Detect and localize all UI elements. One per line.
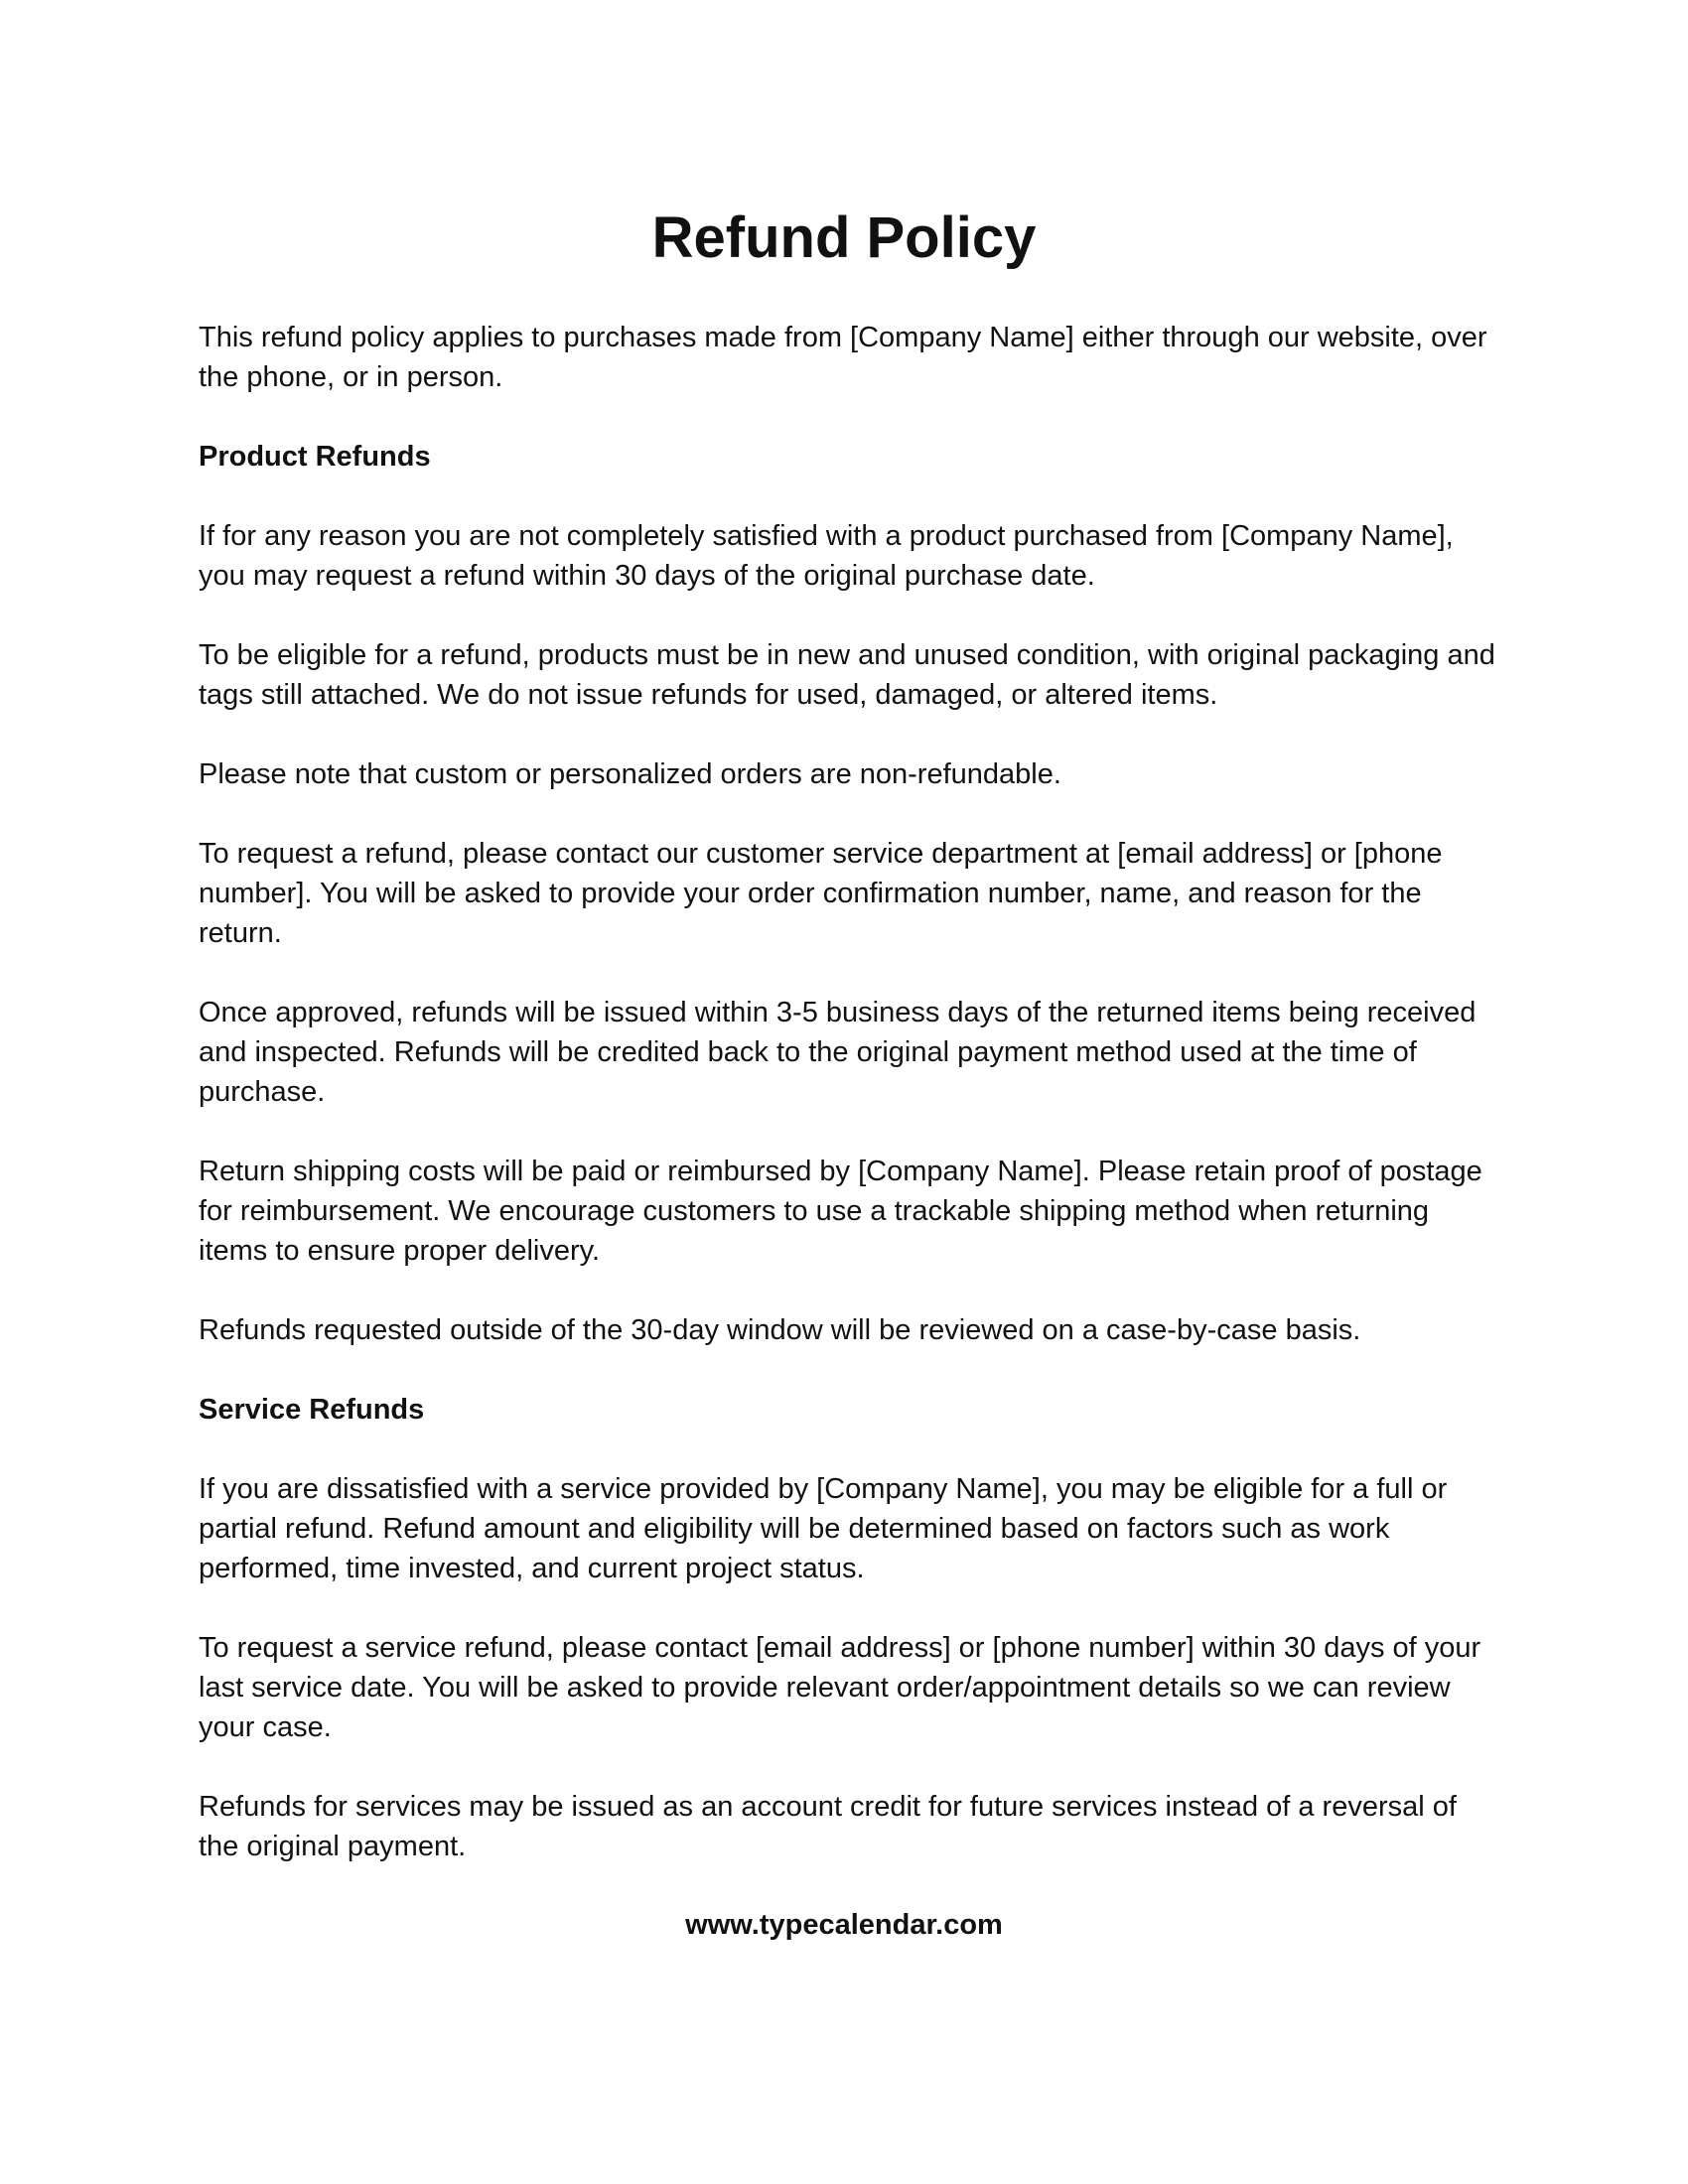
product-paragraph-2: To be eligible for a refund, products must be in new and unused condition, with original packaging and tags still attached. We do not issue refunds for used, damaged, or altered items.	[199, 639, 1495, 711]
page-title: Refund Policy	[651, 205, 1037, 270]
product-paragraph-7: Refunds requested outside of the 30-day window will be reviewed on a case-by-case basis.	[199, 1314, 1361, 1346]
product-paragraph-6: Return shipping costs will be paid or reimbursed by [Company Name]. Please retain proof of postage for reimbursement. We encourage customers to use a trackable shipping method when returning items to ensure proper delivery.	[199, 1156, 1482, 1267]
document-body	[199, 318, 1499, 1906]
product-paragraph-1: If for any reason you are not completely satisfied with a product purchased from [Company Name], you may request a refund within 30 days of the original purchase date.	[199, 520, 1454, 592]
intro-paragraph: This refund policy applies to purchases made from [Company Name] either through our website, over the phone, or in person.	[199, 322, 1487, 393]
footer-website: www.typecalendar.com	[685, 1909, 1003, 1941]
service-refunds-heading: Service Refunds	[199, 1394, 425, 1426]
product-paragraph-4: To request a refund, please contact our customer service department at [email address] or [phone number]. You will be asked to provide your order confirmation number, name, and reason for the return.	[199, 838, 1443, 949]
service-paragraph-3: Refunds for services may be issued as an account credit for future services instead of a reversal of the original payment.	[199, 1791, 1457, 1862]
product-paragraph-3: Please note that custom or personalized orders are non-refundable.	[199, 758, 1061, 790]
product-paragraph-5: Once approved, refunds will be issued within 3-5 business days of the returned items being received and inspected. Refunds will be credited back to the original payment method used at the time of purchase.	[199, 997, 1477, 1108]
product-refunds-heading: Product Refunds	[199, 441, 431, 473]
service-paragraph-2: To request a service refund, please contact [email address] or [phone number] within 30 days of your last service date. You will be asked to provide relevant order/appointment details so we can review your case.	[199, 1632, 1481, 1743]
service-paragraph-1: If you are dissatisfied with a service provided by [Company Name], you may be eligible for a full or partial refund. Refund amount and eligibility will be determined based on factors such as work performed, time invested, and current project status.	[199, 1473, 1448, 1584]
